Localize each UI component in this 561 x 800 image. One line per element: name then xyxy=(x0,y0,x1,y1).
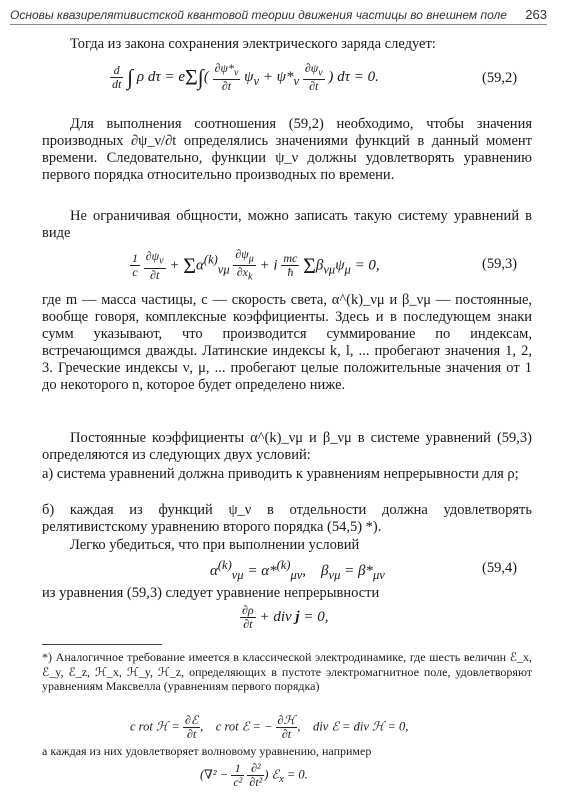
condition-b: б) каждая из функций ψ_ν в отдельности должна удовлетворять релятивистскому уравнению второго порядка (54,5) *). xyxy=(42,502,532,535)
footnote-wave-equation: (∇² − $\frac{1}{\text{c²}}$ $\frac{\text{∂²}}{\text{∂t²}}$ ) ℰ$_x$ = 0. xyxy=(200,761,308,789)
footnote-text-2: а каждая из них удовлетворяет волновому уравнению, например xyxy=(42,744,372,758)
paragraph-definitions: где m — масса частицы, c — скорость света, α^(k)_νμ и β_νμ — постоянные, вообще говоря, комплексные коэффициенты. Здесь и в последующем знаки сумм указывают, что производится суммирование по индексам, встречающимся дважды. Латинские индексы k, l, ... пробегают значения 1, 2, 3. Греческие индексы ν, μ, ... пробегают целые положительные значения от 1 до некоторого n, которое будет определено ниже. xyxy=(42,292,532,393)
footnote-text: *) Аналогичное требование имеется в классической электродинамике, где шесть величин ℰ_x, ℰ_y, ℰ_z, ℋ_x, ℋ_y, ℋ_z, определяющих в пустоте электромагнитное поле, удовлетворяют уравнениям Максвелла (уравнениям первого порядка) xyxy=(42,650,532,693)
equation-59-4-number: (59,4) xyxy=(482,560,518,576)
paragraph-system: Не ограничивая общности, можно записать такую систему уравнений в виде xyxy=(42,208,532,241)
paragraph-condition: Для выполнения соотношения (59,2) необходимо, чтобы значения производных ∂ψ_ν/∂t определялись значениями функций в данный момент времени. Следовательно, функции ψ_ν должны удовлетворять уравнению первого порядка относительно производных по времени. xyxy=(42,116,532,183)
footnote-rule xyxy=(42,644,162,645)
page-number: 263 xyxy=(525,7,547,22)
condition-a: а) система уравнений должна приводить к уравнениям непрерывности для ρ; xyxy=(42,466,519,482)
footnote-maxwell-equations: c rot ℋ = $\frac{\text{∂ℰ}}{\partial t}$ , c rot ℰ = − $\frac{\text{∂ℋ}}{\partial t}$ , div ℰ = div ℋ = 0, xyxy=(130,713,409,741)
continuity-equation: $\frac{\partial\rho}{\partial t}$ + div j = 0, xyxy=(242,603,329,631)
paragraph-coefficients: Постоянные коэффициенты α^(k)_νμ и β_νμ в системе уравнений (59,3) определяются из следующих двух условий: xyxy=(42,430,532,463)
equation-59-3: $\frac{1}{c}$ $\frac{\partial\psi_\nu}{\partial t}$ + $\Sigma\alpha^{(k)}_{\nu\mu}$ $\frac{\partial\psi_\mu}{\partial x_k}$ + i $\frac{mc}{ħ}$ $\Sigma\beta_{\nu\mu}\psi_\mu = 0$, xyxy=(132,247,380,283)
running-title: Основы квазирелятивистской квантовой теории движения частицы во внешнем поле xyxy=(10,8,507,22)
equation-59-4: $\alpha^{(k)}_{\nu\mu} = \alpha*^{(k)}_{\mu\nu}$, $\beta_{\nu\mu} = \beta*_{\mu\nu}$ xyxy=(210,558,385,582)
equation-59-3-number: (59,3) xyxy=(482,256,518,272)
equation-59-2: $\frac{d}{dt}$ ∫ ρ dτ = eΣ∫( $\frac{\partial\psi*_\nu}{\partial t}$ $\psi_\nu + \psi*_\nu$ $\frac{\partial\psi_\nu}{\partial t}$ ) dτ = 0. xyxy=(112,61,379,94)
running-header xyxy=(10,2,547,25)
paragraph-intro: Тогда из закона сохранения электрического заряда следует: xyxy=(70,36,436,52)
paragraph-continuity: из уравнения (59,3) следует уравнение непрерывности xyxy=(42,585,380,601)
paragraph-verify: Легко убедиться, что при выполнении условий xyxy=(70,537,360,553)
equation-59-2-number: (59,2) xyxy=(482,70,518,86)
